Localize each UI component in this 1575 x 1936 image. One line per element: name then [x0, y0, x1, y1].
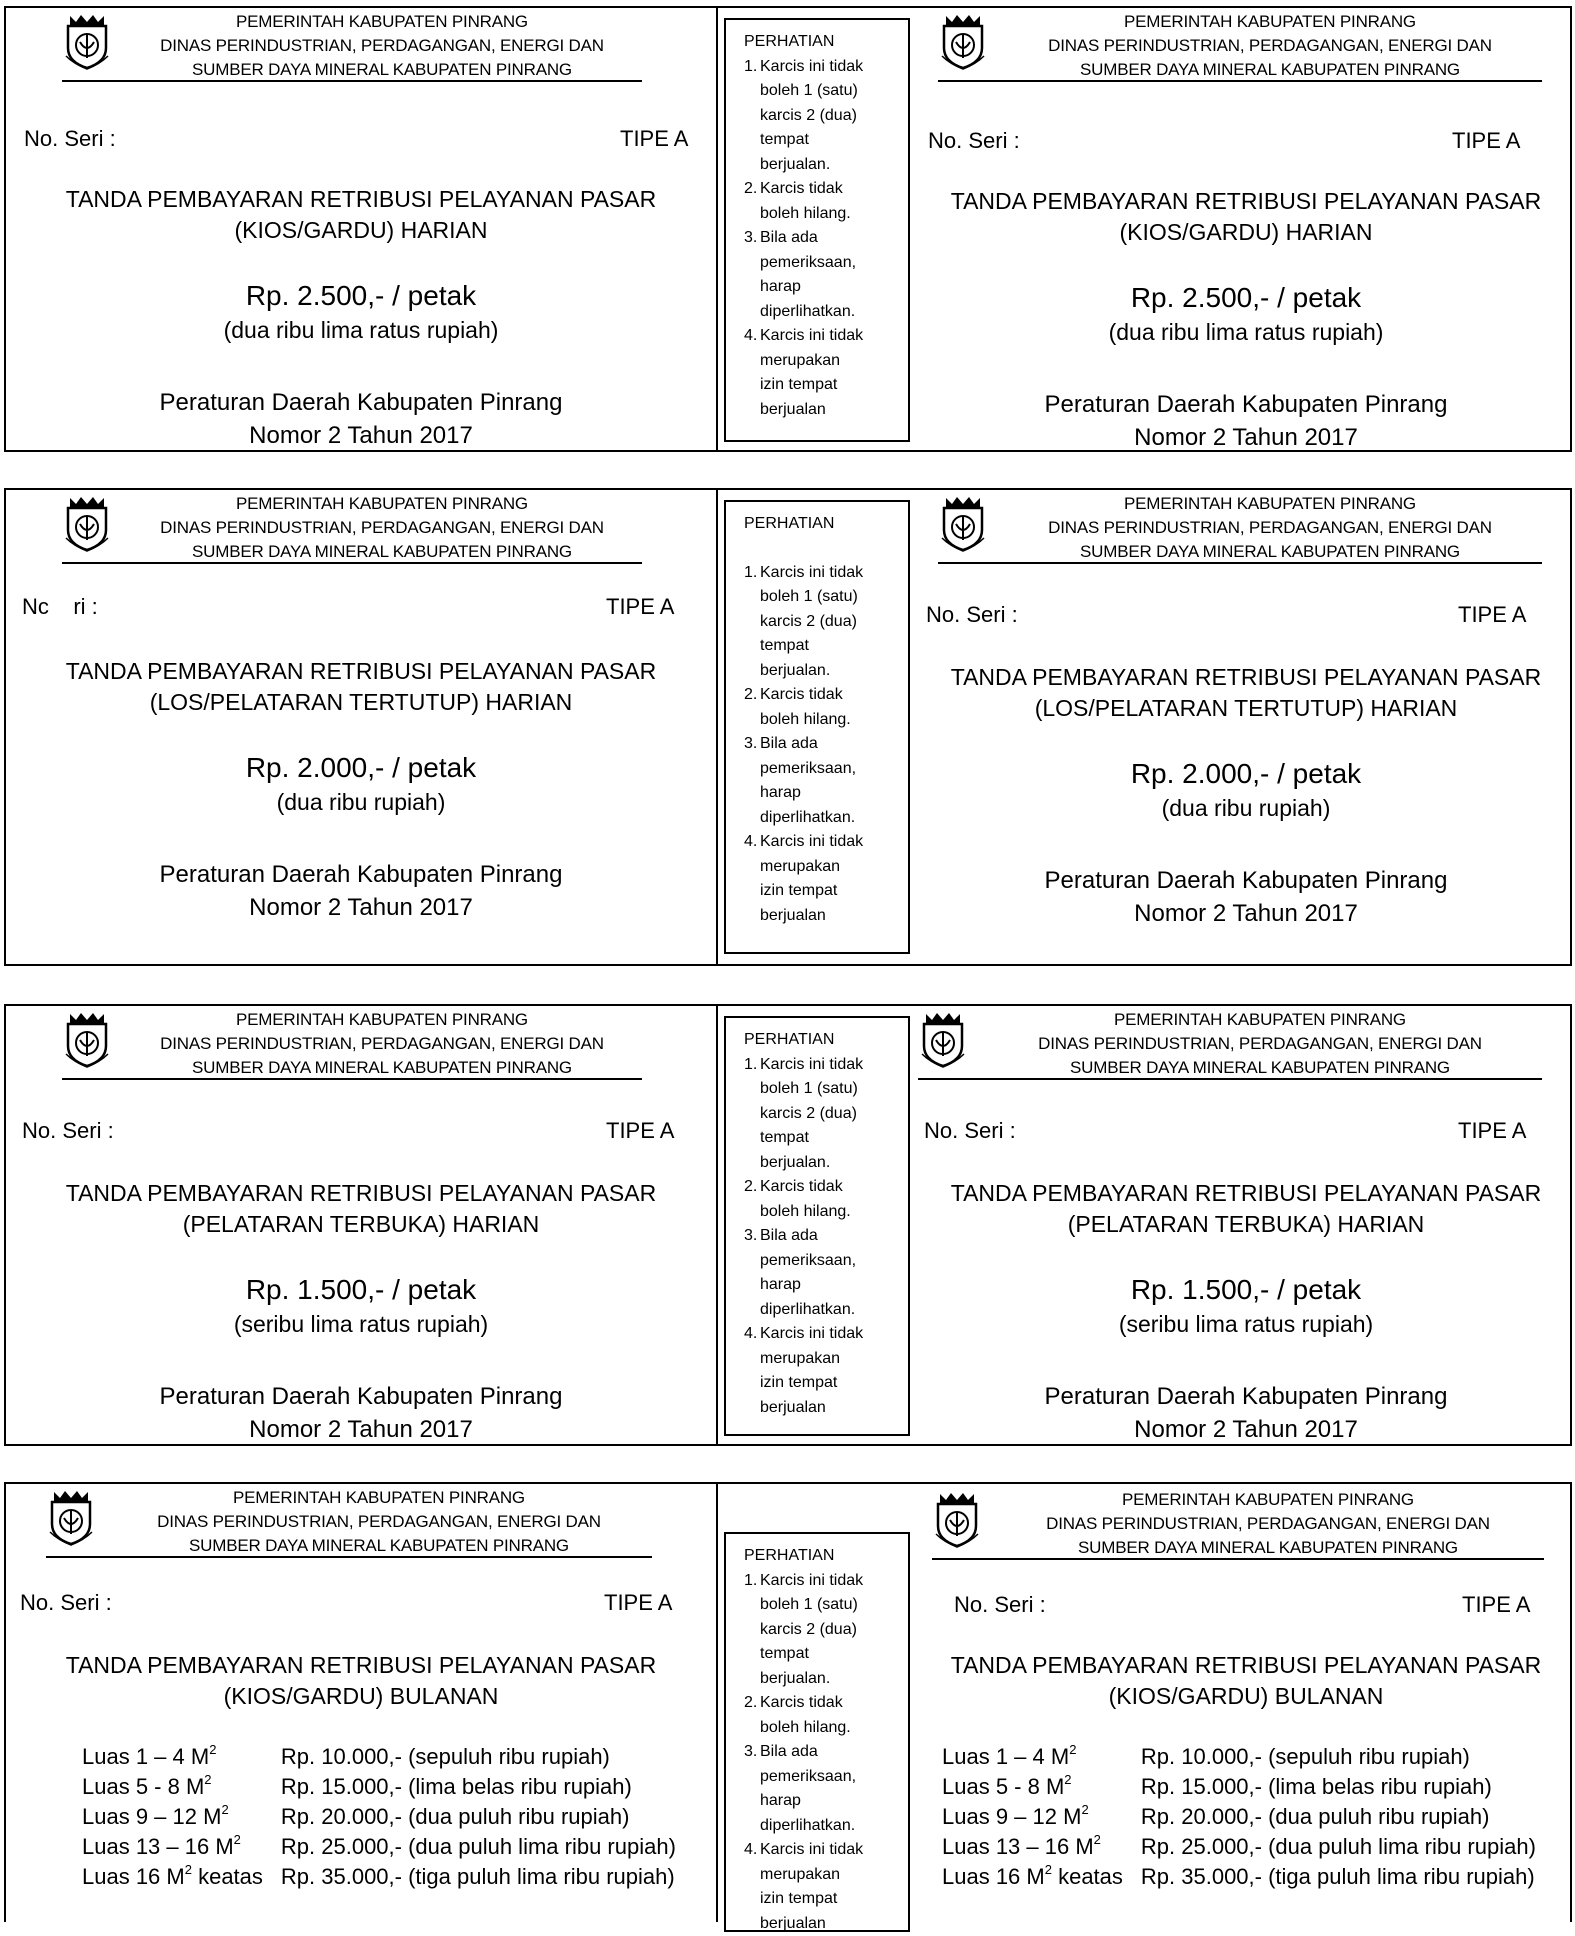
table-row: Luas 5 - 8 $M^2$ Rp. 15.000,- (lima belas ribu rupiah)	[942, 1772, 1536, 1802]
pinrang-emblem-icon	[62, 1010, 112, 1068]
ticket-title-2: (KIOS/GARDU) HARIAN	[6, 215, 716, 246]
regulation-line-2: Nomor 2 Tahun 2017	[6, 1413, 716, 1446]
table-row: Luas 1 – 4 $M^2$ Rp. 10.000,- (sepuluh ribu rupiah)	[82, 1742, 676, 1772]
notice-item: 4. Karcis ini tidak merupakan izin tempat berjualan	[744, 830, 896, 928]
table-row: Luas 9 – 12 $M^2$ Rp. 20.000,- (dua puluh ribu rupiah)	[942, 1802, 1536, 1832]
ticket-title-1: TANDA PEMBAYARAN RETRIBUSI PELAYANAN PASAR	[6, 1650, 716, 1681]
ticket-title-2: (KIOS/GARDU) BULANAN	[6, 1681, 716, 1712]
notice-box	[724, 1016, 910, 1436]
pinrang-emblem-icon	[46, 1488, 96, 1546]
ticket-body	[6, 1178, 716, 1446]
table-row: Luas 5 - 8 $M^2$ Rp. 15.000,- (lima belas ribu rupiah)	[82, 1772, 676, 1802]
table-row: Luas 9 – 12 $M^2$ Rp. 20.000,- (dua puluh ribu rupiah)	[82, 1802, 676, 1832]
ticket-pelataran-harian	[4, 1004, 1572, 1446]
ticket-price-words: (dua ribu rupiah)	[920, 792, 1572, 824]
serial-number-label: No. Seri :	[928, 128, 1020, 154]
notice-item: 1. Karcis ini tidak boleh 1 (satu) karcis 2 (dua) tempat berjualan.	[744, 561, 896, 684]
header-line-1: PEMERINTAH KABUPATEN PINRANG	[122, 10, 642, 34]
ticket-title-1: TANDA PEMBAYARAN RETRIBUSI PELAYANAN PASAR	[920, 186, 1572, 217]
ticket-header	[918, 1008, 1542, 1080]
serial-number-label: No. Seri :	[924, 1118, 1016, 1144]
header-line-1: PEMERINTAH KABUPATEN PINRANG	[998, 10, 1542, 34]
type-label: TIPE A	[606, 1118, 674, 1144]
header-line-3: SUMBER DAYA MINERAL KABUPATEN PINRANG	[998, 540, 1542, 564]
ticket-price-words: (seribu lima ratus rupiah)	[6, 1308, 716, 1340]
ticket-price-words: (dua ribu lima ratus rupiah)	[920, 316, 1572, 348]
stub-divider	[716, 490, 718, 964]
pinrang-emblem-icon	[938, 494, 988, 552]
type-label: TIPE A	[606, 594, 674, 620]
notice-item: 2. Karcis tidak boleh hilang.	[744, 1175, 896, 1224]
ticket-price-words: (seribu lima ratus rupiah)	[920, 1308, 1572, 1340]
header-line-2: DINAS PERINDUSTRIAN, PERDAGANGAN, ENERGI DAN	[122, 34, 642, 58]
type-label: TIPE A	[604, 1590, 672, 1616]
notice-list	[744, 1569, 896, 1936]
notice-title: PERHATIAN	[744, 30, 896, 55]
serial-number-label: Nc ri :	[22, 594, 98, 620]
header-line-3: SUMBER DAYA MINERAL KABUPATEN PINRANG	[998, 58, 1542, 82]
header-line-3: SUMBER DAYA MINERAL KABUPATEN PINRANG	[122, 540, 642, 564]
table-row: Luas 1 – 4 $M^2$ Rp. 10.000,- (sepuluh ribu rupiah)	[942, 1742, 1536, 1772]
pinrang-emblem-icon	[62, 12, 112, 70]
notice-item: 1. Karcis ini tidak boleh 1 (satu) karcis 2 (dua) tempat berjualan.	[744, 55, 896, 178]
type-label: TIPE A	[1452, 128, 1520, 154]
notice-item: 3. Bila ada pemeriksaan, harap diperlihatkan.	[744, 732, 896, 830]
ticket-header	[938, 492, 1542, 564]
ticket-price: Rp. 2.500,- / petak	[920, 280, 1572, 316]
regulation-line-1: Peraturan Daerah Kabupaten Pinrang	[920, 1380, 1572, 1413]
regulation-line-1: Peraturan Daerah Kabupaten Pinrang	[6, 1380, 716, 1413]
header-line-3: SUMBER DAYA MINERAL KABUPATEN PINRANG	[992, 1536, 1544, 1560]
pinrang-emblem-icon	[918, 1010, 968, 1068]
regulation-line-2: Nomor 2 Tahun 2017	[6, 891, 716, 924]
ticket-body	[6, 656, 716, 924]
notice-title: PERHATIAN	[744, 1544, 896, 1569]
ticket-header	[62, 492, 642, 564]
regulation-line-2: Nomor 2 Tahun 2017	[920, 421, 1572, 454]
ticket-body	[920, 1650, 1572, 1712]
ticket-title-1: TANDA PEMBAYARAN RETRIBUSI PELAYANAN PASAR	[6, 184, 716, 215]
notice-item: 2. Karcis tidak boleh hilang.	[744, 1691, 896, 1740]
header-line-1: PEMERINTAH KABUPATEN PINRANG	[122, 1008, 642, 1032]
ticket-price-words: (dua ribu lima ratus rupiah)	[6, 314, 716, 346]
regulation-line-2: Nomor 2 Tahun 2017	[920, 1413, 1572, 1446]
header-line-3: SUMBER DAYA MINERAL KABUPATEN PINRANG	[978, 1056, 1542, 1080]
ticket-title-1: TANDA PEMBAYARAN RETRIBUSI PELAYANAN PASAR	[920, 1650, 1572, 1681]
header-line-1: PEMERINTAH KABUPATEN PINRANG	[122, 492, 642, 516]
monthly-rate-table	[82, 1742, 676, 1892]
header-line-2: DINAS PERINDUSTRIAN, PERDAGANGAN, ENERGI DAN	[122, 1032, 642, 1056]
ticket-body	[920, 1178, 1572, 1446]
serial-number-label: No. Seri :	[954, 1592, 1046, 1618]
notice-box	[724, 500, 910, 954]
ticket-header	[62, 10, 642, 82]
type-label: TIPE A	[1462, 1592, 1530, 1618]
ticket-header	[938, 10, 1542, 82]
notice-title: PERHATIAN	[744, 1028, 896, 1053]
ticket-price: Rp. 2.500,- / petak	[6, 278, 716, 314]
notice-title: PERHATIAN	[744, 512, 896, 537]
ticket-price: Rp. 2.000,- / petak	[920, 756, 1572, 792]
header-line-1: PEMERINTAH KABUPATEN PINRANG	[992, 1488, 1544, 1512]
ticket-title-2: (PELATARAN TERBUKA) HARIAN	[6, 1209, 716, 1240]
notice-item: 1. Karcis ini tidak boleh 1 (satu) karcis 2 (dua) tempat berjualan.	[744, 1569, 896, 1692]
regulation-line-1: Peraturan Daerah Kabupaten Pinrang	[920, 864, 1572, 897]
ticket-kios-bulanan	[4, 1482, 1572, 1922]
notice-item: 4. Karcis ini tidak merupakan izin tempat berjualan	[744, 324, 896, 422]
notice-list	[744, 1053, 896, 1421]
notice-item: 2. Karcis tidak boleh hilang.	[744, 683, 896, 732]
serial-number-label: No. Seri :	[20, 1590, 112, 1616]
type-label: TIPE A	[620, 126, 688, 152]
ticket-title-2: (PELATARAN TERBUKA) HARIAN	[920, 1209, 1572, 1240]
pinrang-emblem-icon	[938, 12, 988, 70]
notice-list	[744, 55, 896, 423]
ticket-header	[46, 1486, 652, 1558]
ticket-title-2: (LOS/PELATARAN TERTUTUP) HARIAN	[6, 687, 716, 718]
ticket-title-1: TANDA PEMBAYARAN RETRIBUSI PELAYANAN PASAR	[920, 1178, 1572, 1209]
table-row: Luas 13 – 16 $M^2$ Rp. 25.000,- (dua puluh lima ribu rupiah)	[942, 1832, 1536, 1862]
header-line-2: DINAS PERINDUSTRIAN, PERDAGANGAN, ENERGI DAN	[998, 516, 1542, 540]
ticket-header	[932, 1488, 1544, 1560]
pinrang-emblem-icon	[62, 494, 112, 552]
ticket-price-words: (dua ribu rupiah)	[6, 786, 716, 818]
notice-item: 4. Karcis ini tidak merupakan izin tempat berjualan	[744, 1838, 896, 1936]
header-line-1: PEMERINTAH KABUPATEN PINRANG	[978, 1008, 1542, 1032]
header-line-3: SUMBER DAYA MINERAL KABUPATEN PINRANG	[122, 1056, 642, 1080]
notice-item: 3. Bila ada pemeriksaan, harap diperlihatkan.	[744, 226, 896, 324]
table-row: Luas 13 – 16 $M^2$ Rp. 25.000,- (dua puluh lima ribu rupiah)	[82, 1832, 676, 1862]
ticket-body	[6, 184, 716, 452]
regulation-line-1: Peraturan Daerah Kabupaten Pinrang	[920, 388, 1572, 421]
pinrang-emblem-icon	[932, 1490, 982, 1548]
header-line-2: DINAS PERINDUSTRIAN, PERDAGANGAN, ENERGI DAN	[106, 1510, 652, 1534]
stub-divider	[716, 1484, 718, 1922]
notice-item: 4. Karcis ini tidak merupakan izin tempat berjualan	[744, 1322, 896, 1420]
notice-item: 1. Karcis ini tidak boleh 1 (satu) karcis 2 (dua) tempat berjualan.	[744, 1053, 896, 1176]
notice-box	[724, 18, 910, 442]
serial-number-label: No. Seri :	[24, 126, 116, 152]
serial-number-label: No. Seri :	[926, 602, 1018, 628]
header-line-1: PEMERINTAH KABUPATEN PINRANG	[106, 1486, 652, 1510]
stub-divider	[716, 1006, 718, 1444]
serial-number-label: No. Seri :	[22, 1118, 114, 1144]
regulation-line-1: Peraturan Daerah Kabupaten Pinrang	[6, 858, 716, 891]
header-line-3: SUMBER DAYA MINERAL KABUPATEN PINRANG	[122, 58, 642, 82]
ticket-title-1: TANDA PEMBAYARAN RETRIBUSI PELAYANAN PASAR	[6, 1178, 716, 1209]
notice-item: 2. Karcis tidak boleh hilang.	[744, 177, 896, 226]
ticket-los-harian	[4, 488, 1572, 966]
header-line-2: DINAS PERINDUSTRIAN, PERDAGANGAN, ENERGI DAN	[122, 516, 642, 540]
ticket-price: Rp. 1.500,- / petak	[920, 1272, 1572, 1308]
ticket-title-2: (KIOS/GARDU) HARIAN	[920, 217, 1572, 248]
ticket-title-2: (KIOS/GARDU) BULANAN	[920, 1681, 1572, 1712]
stub-divider	[716, 8, 718, 450]
ticket-header	[62, 1008, 642, 1080]
ticket-body	[920, 186, 1572, 454]
ticket-title-1: TANDA PEMBAYARAN RETRIBUSI PELAYANAN PASAR	[6, 656, 716, 687]
ticket-kios-harian	[4, 6, 1572, 452]
type-label: TIPE A	[1458, 1118, 1526, 1144]
ticket-body	[920, 662, 1572, 930]
notice-item: 3. Bila ada pemeriksaan, harap diperlihatkan.	[744, 1224, 896, 1322]
regulation-line-1: Peraturan Daerah Kabupaten Pinrang	[6, 386, 716, 419]
notice-box	[724, 1532, 910, 1932]
header-line-2: DINAS PERINDUSTRIAN, PERDAGANGAN, ENERGI DAN	[992, 1512, 1544, 1536]
ticket-title-1: TANDA PEMBAYARAN RETRIBUSI PELAYANAN PASAR	[920, 662, 1572, 693]
header-line-1: PEMERINTAH KABUPATEN PINRANG	[998, 492, 1542, 516]
table-row: Luas 16 $M^2$ keatas Rp. 35.000,- (tiga puluh lima ribu rupiah)	[942, 1862, 1536, 1892]
header-line-3: SUMBER DAYA MINERAL KABUPATEN PINRANG	[106, 1534, 652, 1558]
header-line-2: DINAS PERINDUSTRIAN, PERDAGANGAN, ENERGI DAN	[998, 34, 1542, 58]
table-row: Luas 16 $M^2$ keatas Rp. 35.000,- (tiga puluh lima ribu rupiah)	[82, 1862, 676, 1892]
ticket-body	[6, 1650, 716, 1712]
type-label: TIPE A	[1458, 602, 1526, 628]
ticket-price: Rp. 1.500,- / petak	[6, 1272, 716, 1308]
regulation-line-2: Nomor 2 Tahun 2017	[6, 419, 716, 452]
notice-list	[744, 561, 896, 929]
ticket-price: Rp. 2.000,- / petak	[6, 750, 716, 786]
ticket-title-2: (LOS/PELATARAN TERTUTUP) HARIAN	[920, 693, 1572, 724]
header-line-2: DINAS PERINDUSTRIAN, PERDAGANGAN, ENERGI DAN	[978, 1032, 1542, 1056]
monthly-rate-table	[942, 1742, 1536, 1892]
notice-item: 3. Bila ada pemeriksaan, harap diperlihatkan.	[744, 1740, 896, 1838]
regulation-line-2: Nomor 2 Tahun 2017	[920, 897, 1572, 930]
